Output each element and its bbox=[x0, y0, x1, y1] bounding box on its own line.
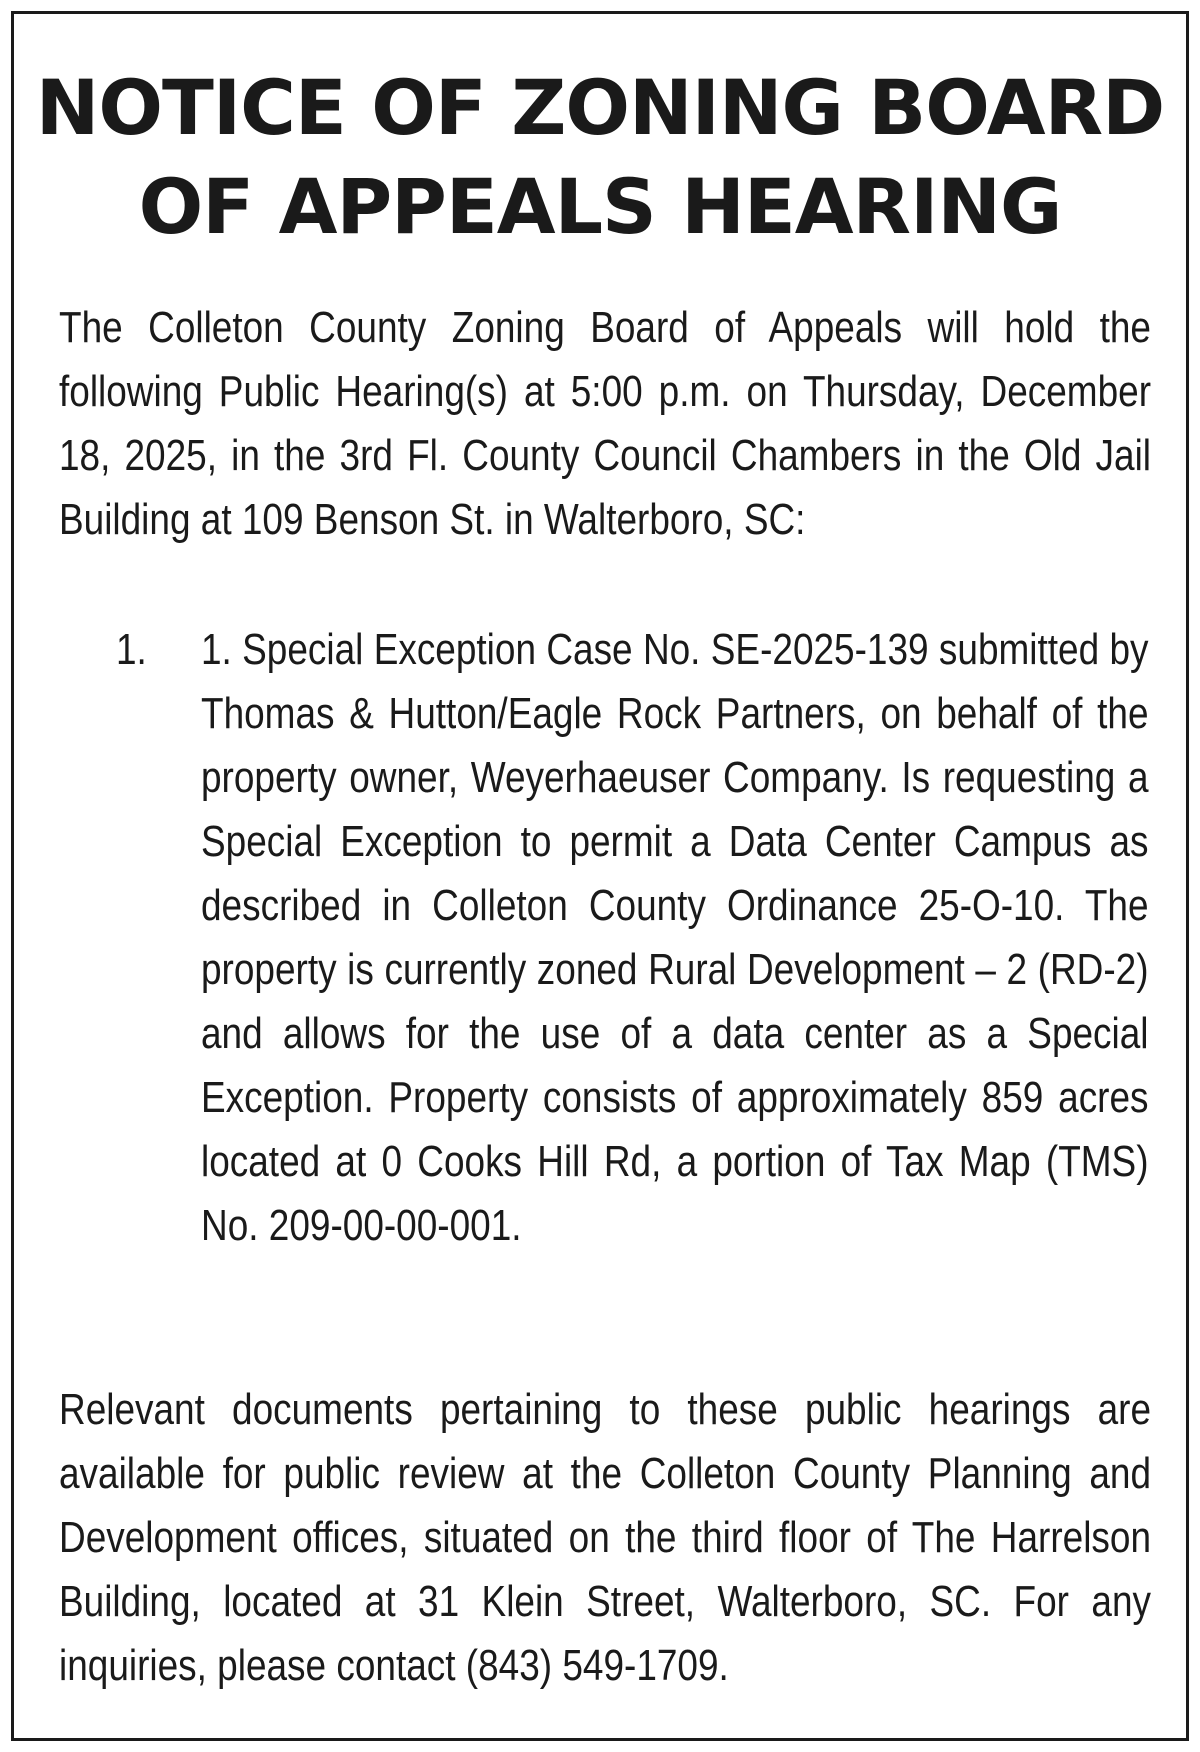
intro-paragraph: The Colleton County Zoning Board of Appeals will hold the following Public Hearing(s) at 5:00 p.m. on Thursday, December 18, 2025, in the 3rd Fl. County Council Chambers in the Old Jail Building at 109 Benson St. in Walterboro, SC: bbox=[59, 303, 1151, 544]
list-item: 1. Special Exception Case No. SE-2025-139 submitted by Thomas & Hutton/Eagle Rock Partners, on behalf of the property owner, Weyerhaeuser Company. Is requesting a Special Exception to permit a Data Center Campus as described in Colleton County Ordinance 25-O-10. The property is currently zoned Rural Development – 2 (RD-2) and allows for the use of a data center as a Special Exception. Property consists of approximately 859 acres located at 0 Cooks Hill Rd, a portion of Tax Map (TMS) No. 209-00-00-001. bbox=[201, 625, 1149, 1250]
title-line-2: OF APPEALS HEARING bbox=[138, 162, 1062, 251]
title-line-1: NOTICE OF ZONING BOARD bbox=[35, 63, 1165, 152]
list-item-marker: 1. bbox=[116, 625, 147, 674]
footer-paragraph: Relevant documents pertaining to these public hearings are available for public review at the Colleton County Planning and Development offices, situated on the third floor of The Harrelson Building, located at 31 Klein Street, Walterboro, SC. For any inquiries, please contact (843) 549-1709. bbox=[59, 1385, 1151, 1690]
notice-frame bbox=[11, 11, 1189, 1741]
notice-title bbox=[14, 58, 1186, 256]
